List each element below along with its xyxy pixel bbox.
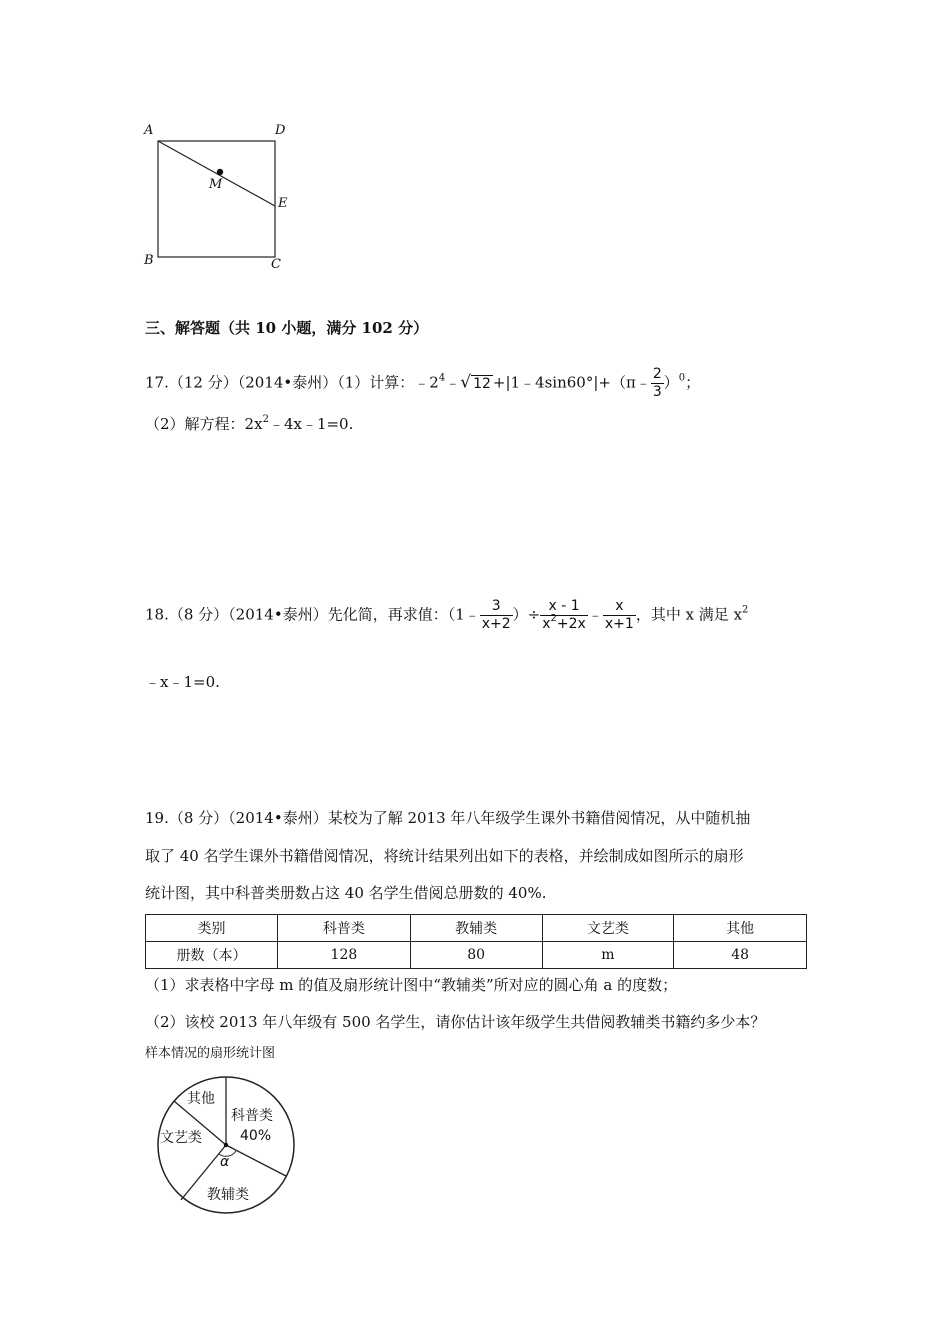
q18-f3-num: x bbox=[603, 598, 636, 616]
q17-term-c: +|1﹣4sin60°|+（π﹣ bbox=[492, 373, 651, 392]
q17-part2-b: ﹣4x﹣1=0. bbox=[268, 415, 354, 433]
table-header-row bbox=[146, 915, 807, 942]
table-header-cell: 科普类 bbox=[278, 915, 411, 942]
q19-line2: 取了 40 名学生课外书籍借阅情况，将统计结果列出如下的表格，并绘制成如图所示的扇形 bbox=[145, 847, 744, 865]
q18-f2-num: x - 1 bbox=[540, 598, 588, 616]
table-header-cell: 教辅类 bbox=[410, 915, 542, 942]
q18-f2-den bbox=[540, 613, 588, 633]
q18-fraction-2 bbox=[540, 598, 588, 633]
q19-sub1: （1）求表格中字母 m 的值及扇形统计图中“教辅类”所对应的圆心角 a 的度数； bbox=[145, 976, 678, 994]
q17-frac-den: 3 bbox=[652, 384, 662, 400]
label-d: D bbox=[275, 123, 286, 138]
pie-label-tutoring: 教辅类 bbox=[207, 1187, 249, 1203]
q18-fraction-3 bbox=[603, 598, 636, 633]
q18-line2: ﹣x﹣1=0. bbox=[145, 673, 220, 691]
table-cell: 册数（本） bbox=[146, 942, 278, 969]
pie-label-other: 其他 bbox=[187, 1091, 215, 1107]
q18-f2-den-b: +2x bbox=[556, 616, 586, 632]
q18-mid2: ﹣ bbox=[587, 605, 603, 624]
table-cell: m bbox=[542, 942, 674, 969]
q17-term-a: ﹣2 bbox=[414, 373, 439, 392]
label-a: A bbox=[144, 123, 154, 138]
q18-mid1: ）÷ bbox=[512, 605, 541, 624]
pie-label-science-pct: 40% bbox=[240, 1128, 272, 1144]
q17-fraction bbox=[651, 366, 664, 401]
label-m: M bbox=[209, 177, 223, 192]
q18-f2-den-exp: 2 bbox=[550, 613, 557, 624]
q17-term-d-exp: 0 bbox=[678, 372, 686, 384]
table-cell: 128 bbox=[278, 942, 411, 969]
q17-frac-num: 2 bbox=[652, 366, 662, 382]
table-header-cell: 类别 bbox=[146, 915, 278, 942]
label-c: C bbox=[271, 257, 281, 272]
square-abcd bbox=[158, 141, 275, 257]
segment-ae bbox=[158, 141, 275, 206]
sqrt-argument: 12 bbox=[473, 375, 491, 392]
table-row bbox=[146, 942, 807, 969]
q17-part2-exp: 2 bbox=[262, 414, 269, 425]
q17-part2-a: （2）解方程：2x bbox=[145, 415, 263, 433]
q19-sub2: （2）该校 2013 年八年级有 500 名学生，请你估计该年级学生共借阅教辅类书籍约多少本？ bbox=[145, 1013, 766, 1031]
q18-suffix-exp: 2 bbox=[742, 604, 749, 616]
pie-chart bbox=[150, 1070, 310, 1220]
q18-fraction-1 bbox=[480, 598, 513, 633]
q17-minus: ﹣ bbox=[445, 373, 461, 392]
q17-part1 bbox=[145, 366, 700, 401]
q18-f3-den: x+1 bbox=[604, 616, 634, 632]
table-header-cell: 文艺类 bbox=[542, 915, 674, 942]
pie-label-science: 科普类 bbox=[231, 1108, 273, 1124]
q18-f1-den: x+2 bbox=[481, 616, 511, 632]
square-figure bbox=[140, 120, 300, 280]
pie-center bbox=[224, 1143, 228, 1147]
q17-term-a-exp: 4 bbox=[438, 372, 446, 384]
pie-label-arts: 文艺类 bbox=[160, 1130, 202, 1146]
sqrt-symbol: √ bbox=[460, 372, 472, 393]
q17-prefix: 17.（12 分）（2014•泰州）（1）计算： bbox=[145, 373, 415, 392]
q18-f1-num: 3 bbox=[480, 598, 513, 616]
q18-prefix: 18.（8 分）（2014•泰州）先化简，再求值：（1﹣ bbox=[145, 605, 480, 624]
q18-suffix: ，其中 x 满足 x bbox=[635, 605, 743, 624]
q17-end: ； bbox=[685, 373, 701, 392]
q19-line1: 19.（8 分）（2014•泰州）某校为了解 2013 年八年级学生课外书籍借阅情况，从中随机抽 bbox=[145, 809, 751, 827]
square-diagram bbox=[140, 120, 300, 280]
section-title: 三、解答题（共 10 小题，满分 102 分） bbox=[145, 319, 429, 337]
q19-line3: 统计图，其中科普类册数占这 40 名学生借阅总册数的 40%. bbox=[145, 884, 547, 902]
stats-table bbox=[145, 914, 807, 969]
q17-term-d: ） bbox=[663, 373, 679, 392]
label-e: E bbox=[278, 196, 288, 211]
point-m bbox=[217, 169, 223, 175]
table-cell: 80 bbox=[410, 942, 542, 969]
q18-f2-den-a: x bbox=[542, 616, 551, 632]
pie-title: 样本情况的扇形统计图 bbox=[145, 1046, 276, 1061]
q17-part2 bbox=[145, 414, 353, 434]
table-cell: 48 bbox=[674, 942, 807, 969]
pie-label-alpha: α bbox=[220, 1154, 230, 1170]
table-header-cell: 其他 bbox=[674, 915, 807, 942]
label-b: B bbox=[144, 253, 154, 268]
q18-line1 bbox=[145, 598, 748, 633]
